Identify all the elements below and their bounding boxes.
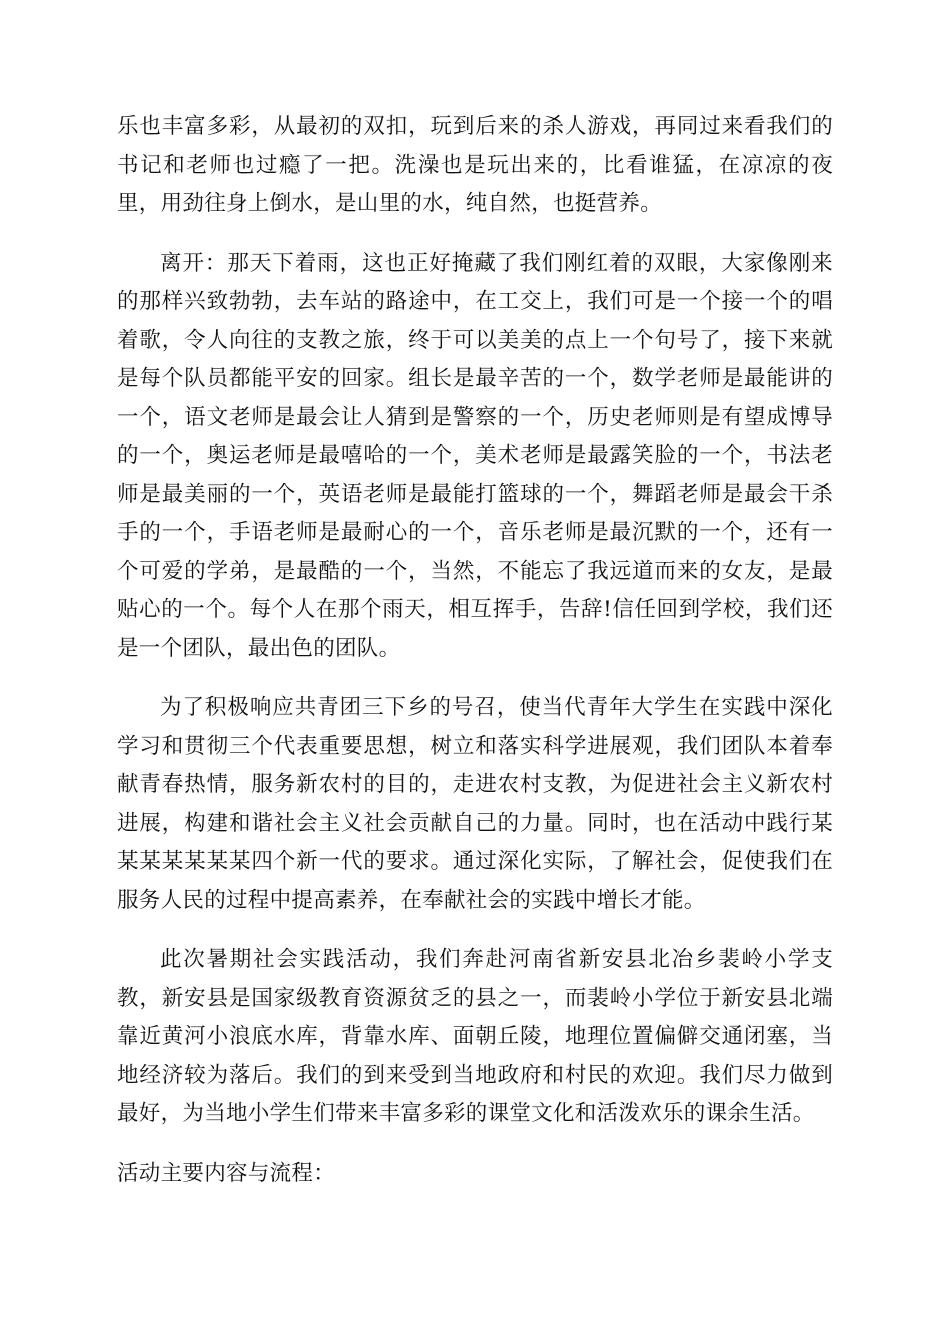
- paragraph-entertainment: 乐也丰富多彩，从最初的双扣，玩到后来的杀人游戏，再同过来看我们的书记和老师也过瘾了一把。洗澡也是玩出来的，比看谁猛，在凉凉的夜里，用劲往身上倒水，是山里的水，纯自然，也挺营养。: [117, 114, 833, 216]
- paragraph-departure: 离开：那天下着雨，这也正好掩藏了我们刚红着的双眼，大家像刚来的那样兴致勃勃，去车站的路途中，在工交上，我们可是一个接一个的唱着歌，令人向往的支教之旅，终于可以美美的点上一个句号了，接下来就是每个队员都能平安的回家。组长是最辛苦的一个，数学老师是最能讲的一个，语文老师是最会让人猜到是警察的一个，历史老师则是有望成博导的一个，奥运老师是最嘻哈的一个，美术老师是最露笑脸的一个，书法老师是最美丽的一个，英语老师是最能打篮球的一个，舞蹈老师是最会干杀手的一个，手语老师是最耐心的一个，音乐老师是最沉默的一个，还有一个可爱的学弟，是最酷的一个，当然，不能忘了我远道而来的女友，是最贴心的一个。每个人在那个雨天，相互挥手，告辞!信任回到学校，我们还是一个团队，最出色的团队。: [117, 250, 833, 661]
- document-page: [117, 108, 833, 1193]
- paragraph-purpose: 为了积极响应共青团三下乡的号召，使当代青年大学生在实践中深化学习和贯彻三个代表重要思想，树立和落实科学进展观，我们团队本着奉献青春热情，服务新农村的目的，走进农村支教，为促进社会主义新农村进展，构建和谐社会主义社会贡献自己的力量。同时，也在活动中践行某某某某某某某四个新一代的要求。通过深化实际，了解社会，促使我们在服务人民的过程中提高素养，在奉献社会的实践中增长才能。: [117, 695, 833, 913]
- paragraph-activity-location: 此次暑期社会实践活动，我们奔赴河南省新安县北冶乡裴岭小学支教，新安县是国家级教育资源贫乏的县之一，而裴岭小学位于新安县北端靠近黄河小浪底水库，背靠水库、面朝丘陵，地理位置偏僻交通闭塞，当地经济较为落后。我们的到来受到当地政府和村民的欢迎。我们尽力做到最好，为当地小学生们带来丰富多彩的课堂文化和活泼欢乐的课余生活。: [117, 947, 833, 1126]
- section-heading: 活动主要内容与流程：: [117, 1160, 336, 1186]
